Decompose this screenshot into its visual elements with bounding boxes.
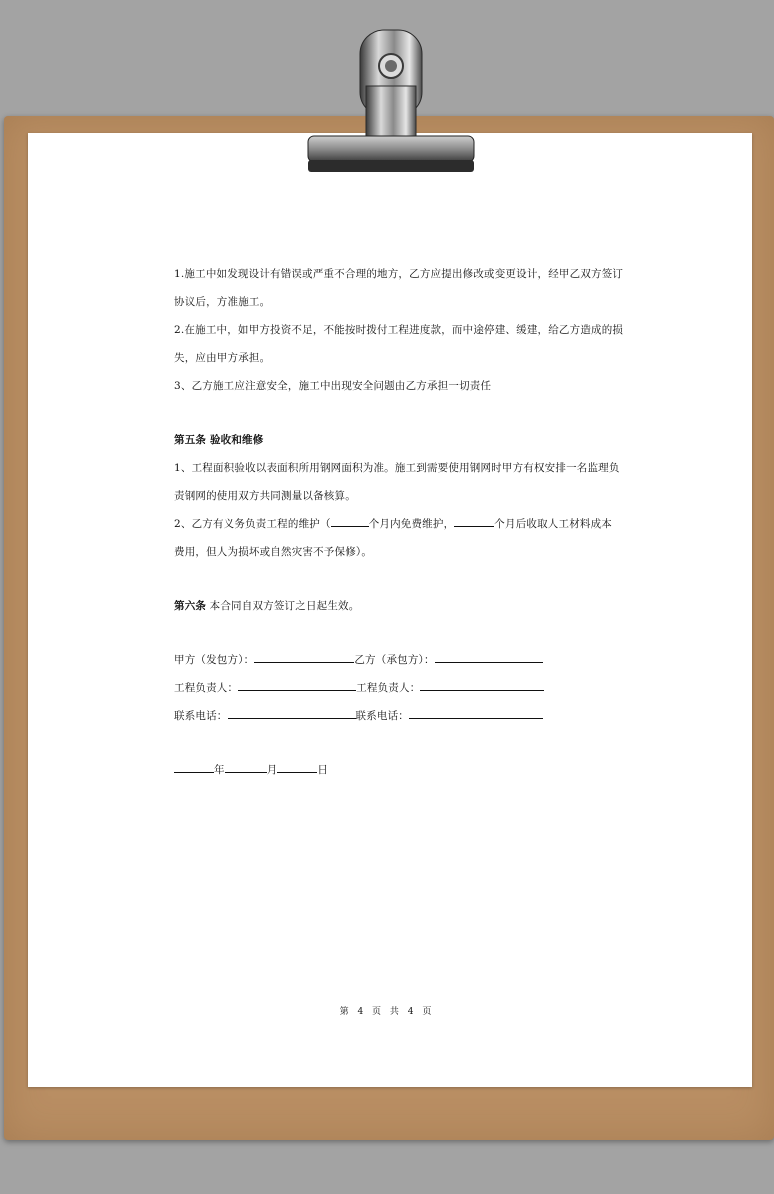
day-label: 日 bbox=[317, 764, 329, 776]
clause-line: 1、工程面积验收以表面积所用钢网面积为准。施工到需要使用钢网时甲方有权安排一名监理负 bbox=[174, 462, 620, 474]
clause-line: 失，应由甲方承担。 bbox=[174, 352, 271, 364]
date-line bbox=[174, 756, 614, 784]
phone-a-label: 联系电话： bbox=[174, 710, 228, 722]
page-number: 第 4 页 共 4 页 bbox=[339, 1007, 435, 1017]
clause-line: 1.施工中如发现设计有错误或严重不合理的地方，乙方应提出修改或变更设计，经甲乙双方签订 bbox=[174, 268, 624, 280]
binder-clip-icon bbox=[296, 26, 480, 178]
free-months-blank[interactable] bbox=[331, 516, 369, 527]
phone-b-blank[interactable] bbox=[409, 708, 543, 719]
day-blank[interactable] bbox=[277, 762, 317, 773]
manager-a-blank[interactable] bbox=[238, 680, 356, 691]
clause-line: 2.在施工中，如甲方投资不足，不能按时拨付工程进度款，而中途停建、缓建，给乙方造成的损 bbox=[174, 324, 624, 336]
section-six-text: 本合同自双方签订之日起生效。 bbox=[209, 600, 360, 612]
clause-line: 责钢网的使用双方共同测量以备核算。 bbox=[174, 490, 356, 502]
manager-line bbox=[174, 674, 614, 702]
party-a-label: 甲方（发包方）： bbox=[174, 654, 255, 666]
clause-line: 3、乙方施工应注意安全，施工中出现安全问题由乙方承担一切责任 bbox=[174, 380, 492, 392]
phone-a-blank[interactable] bbox=[228, 708, 356, 719]
manager-b-blank[interactable] bbox=[420, 680, 544, 691]
clause-text: 2、乙方有义务负责工程的维护（ bbox=[174, 518, 331, 530]
charge-months-blank[interactable] bbox=[454, 516, 494, 527]
party-b-blank[interactable] bbox=[435, 652, 543, 663]
maintenance-line bbox=[174, 510, 614, 538]
month-label: 月 bbox=[266, 764, 278, 776]
party-a-blank[interactable] bbox=[254, 652, 354, 663]
contract-text bbox=[174, 260, 624, 784]
section-six-title: 第六条 bbox=[174, 600, 207, 612]
manager-b-label: 工程负责人： bbox=[356, 682, 421, 694]
phone-b-label: 联系电话： bbox=[355, 710, 409, 722]
clause-line: 费用，但人为损坏或自然灾害不予保修）。 bbox=[174, 546, 373, 558]
party-b-label: 乙方（承包方）： bbox=[354, 654, 435, 666]
year-label: 年 bbox=[214, 764, 225, 776]
section-five-title: 第五条 验收和维修 bbox=[174, 434, 264, 446]
clause-text: 个月后收取人工材料成本 bbox=[494, 518, 612, 530]
year-blank[interactable] bbox=[174, 762, 214, 773]
phone-line bbox=[174, 702, 614, 730]
clause-text: 个月内免费维护， bbox=[368, 518, 455, 530]
section-six-line bbox=[174, 592, 614, 620]
party-line bbox=[174, 646, 614, 674]
month-blank[interactable] bbox=[225, 762, 267, 773]
clause-line: 协议后，方准施工。 bbox=[174, 296, 271, 308]
manager-a-label: 工程负责人： bbox=[174, 682, 239, 694]
